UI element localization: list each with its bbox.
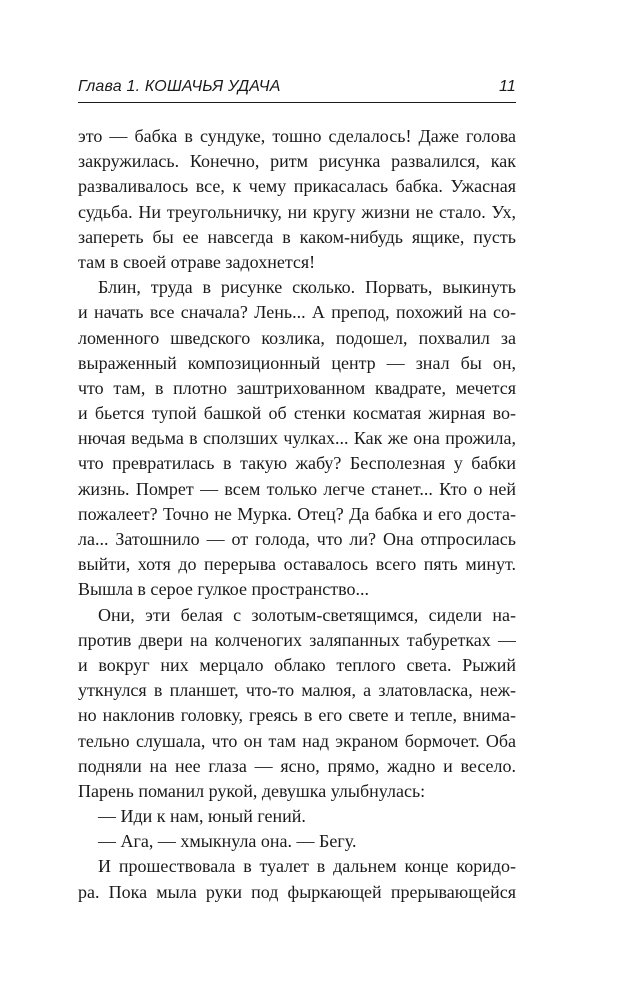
text-line: это — бабка в сундуке, тошно сделалось! Даже голова xyxy=(78,126,516,146)
text-line: ра. Пока мыла руки под фыркающей прерывающейся xyxy=(78,881,516,902)
text-line: запереть бы ее навсегда в каком-нибудь ящике, пусть xyxy=(78,226,516,247)
text-line: против двери на колченогих заляпанных табуретках — xyxy=(78,629,516,650)
text-line: но наклонив головку, греясь в его свете и тепле, внима- xyxy=(78,705,516,726)
text-line: Они, эти белая с золотым-светящимся, сидели на- xyxy=(98,604,516,625)
text-line: там в своей отраве задохнется! xyxy=(78,251,316,272)
text-line: разваливалось все, к чему прикасалась бабка. Ужасная xyxy=(78,176,516,197)
chapter-title: Глава 1. КОШАЧЬЯ УДАЧА xyxy=(78,78,281,95)
text-line: И прошествовала в туалет в дальнем конце коридо- xyxy=(98,856,516,877)
text-line: и начать все сначала? Лень... А препод, похожий на со- xyxy=(78,302,516,323)
text-line: уткнулся в планшет, что-то малюя, а златовласка, неж- xyxy=(78,680,516,701)
text-line: что превратилась в такую жабу? Бесполезная у бабки xyxy=(78,453,516,474)
text-line: жизнь. Помрет — всем только легче станет... Кто о ней xyxy=(78,478,516,499)
text-line: судьба. Ни треугольничку, ни кругу жизни не стало. Ух, xyxy=(78,201,516,222)
page-number: 11 xyxy=(498,78,516,95)
text-line: ломенного шведского козлика, подошел, похвалил за xyxy=(78,327,516,348)
text-line: и вокруг них мерцало облако теплого света. Рыжий xyxy=(78,654,516,675)
text-line: пожалеет? Точно не Мурка. Отец? Да бабка и его доста- xyxy=(78,503,516,524)
text-line: Парень поманил рукой, девушка улыбнулась: xyxy=(78,780,426,801)
text-line: нючая ведьма в сползших чулках... Как же она прожила, xyxy=(78,428,516,449)
body-text xyxy=(78,124,516,905)
text-line: подняли на нее глаза — ясно, прямо, жадно и весело. xyxy=(78,755,516,776)
text-line: выраженный композиционный центр — знал бы он, xyxy=(78,352,516,373)
text-line: и бьется тупой башкой об стенки косматая жирная во- xyxy=(78,403,516,424)
text-line: ла... Затошнило — от голода, что ли? Она отпросилась xyxy=(78,529,516,549)
text-line: Блин, труда в рисунке сколько. Порвать, выкинуть xyxy=(98,277,516,298)
text-line: выйти, хотя до перерыва оставалось всего пять минут. xyxy=(78,554,516,575)
text-line: Вышла в серое гулкое пространство... xyxy=(78,579,369,600)
text-line: что там, в плотно заштрихованном квадрате, мечется xyxy=(78,377,516,398)
running-head xyxy=(78,78,516,102)
header-rule xyxy=(78,102,516,103)
dialogue-line: — Иди к нам, юный гений. xyxy=(98,806,306,827)
text-line: тельно слушала, что он там над экраном бормочет. Оба xyxy=(78,730,516,751)
text-line: закружилась. Конечно, ритм рисунка развалился, как xyxy=(78,151,516,172)
dialogue-line: — Ага, — хмыкнула она. — Бегу. xyxy=(98,831,357,852)
